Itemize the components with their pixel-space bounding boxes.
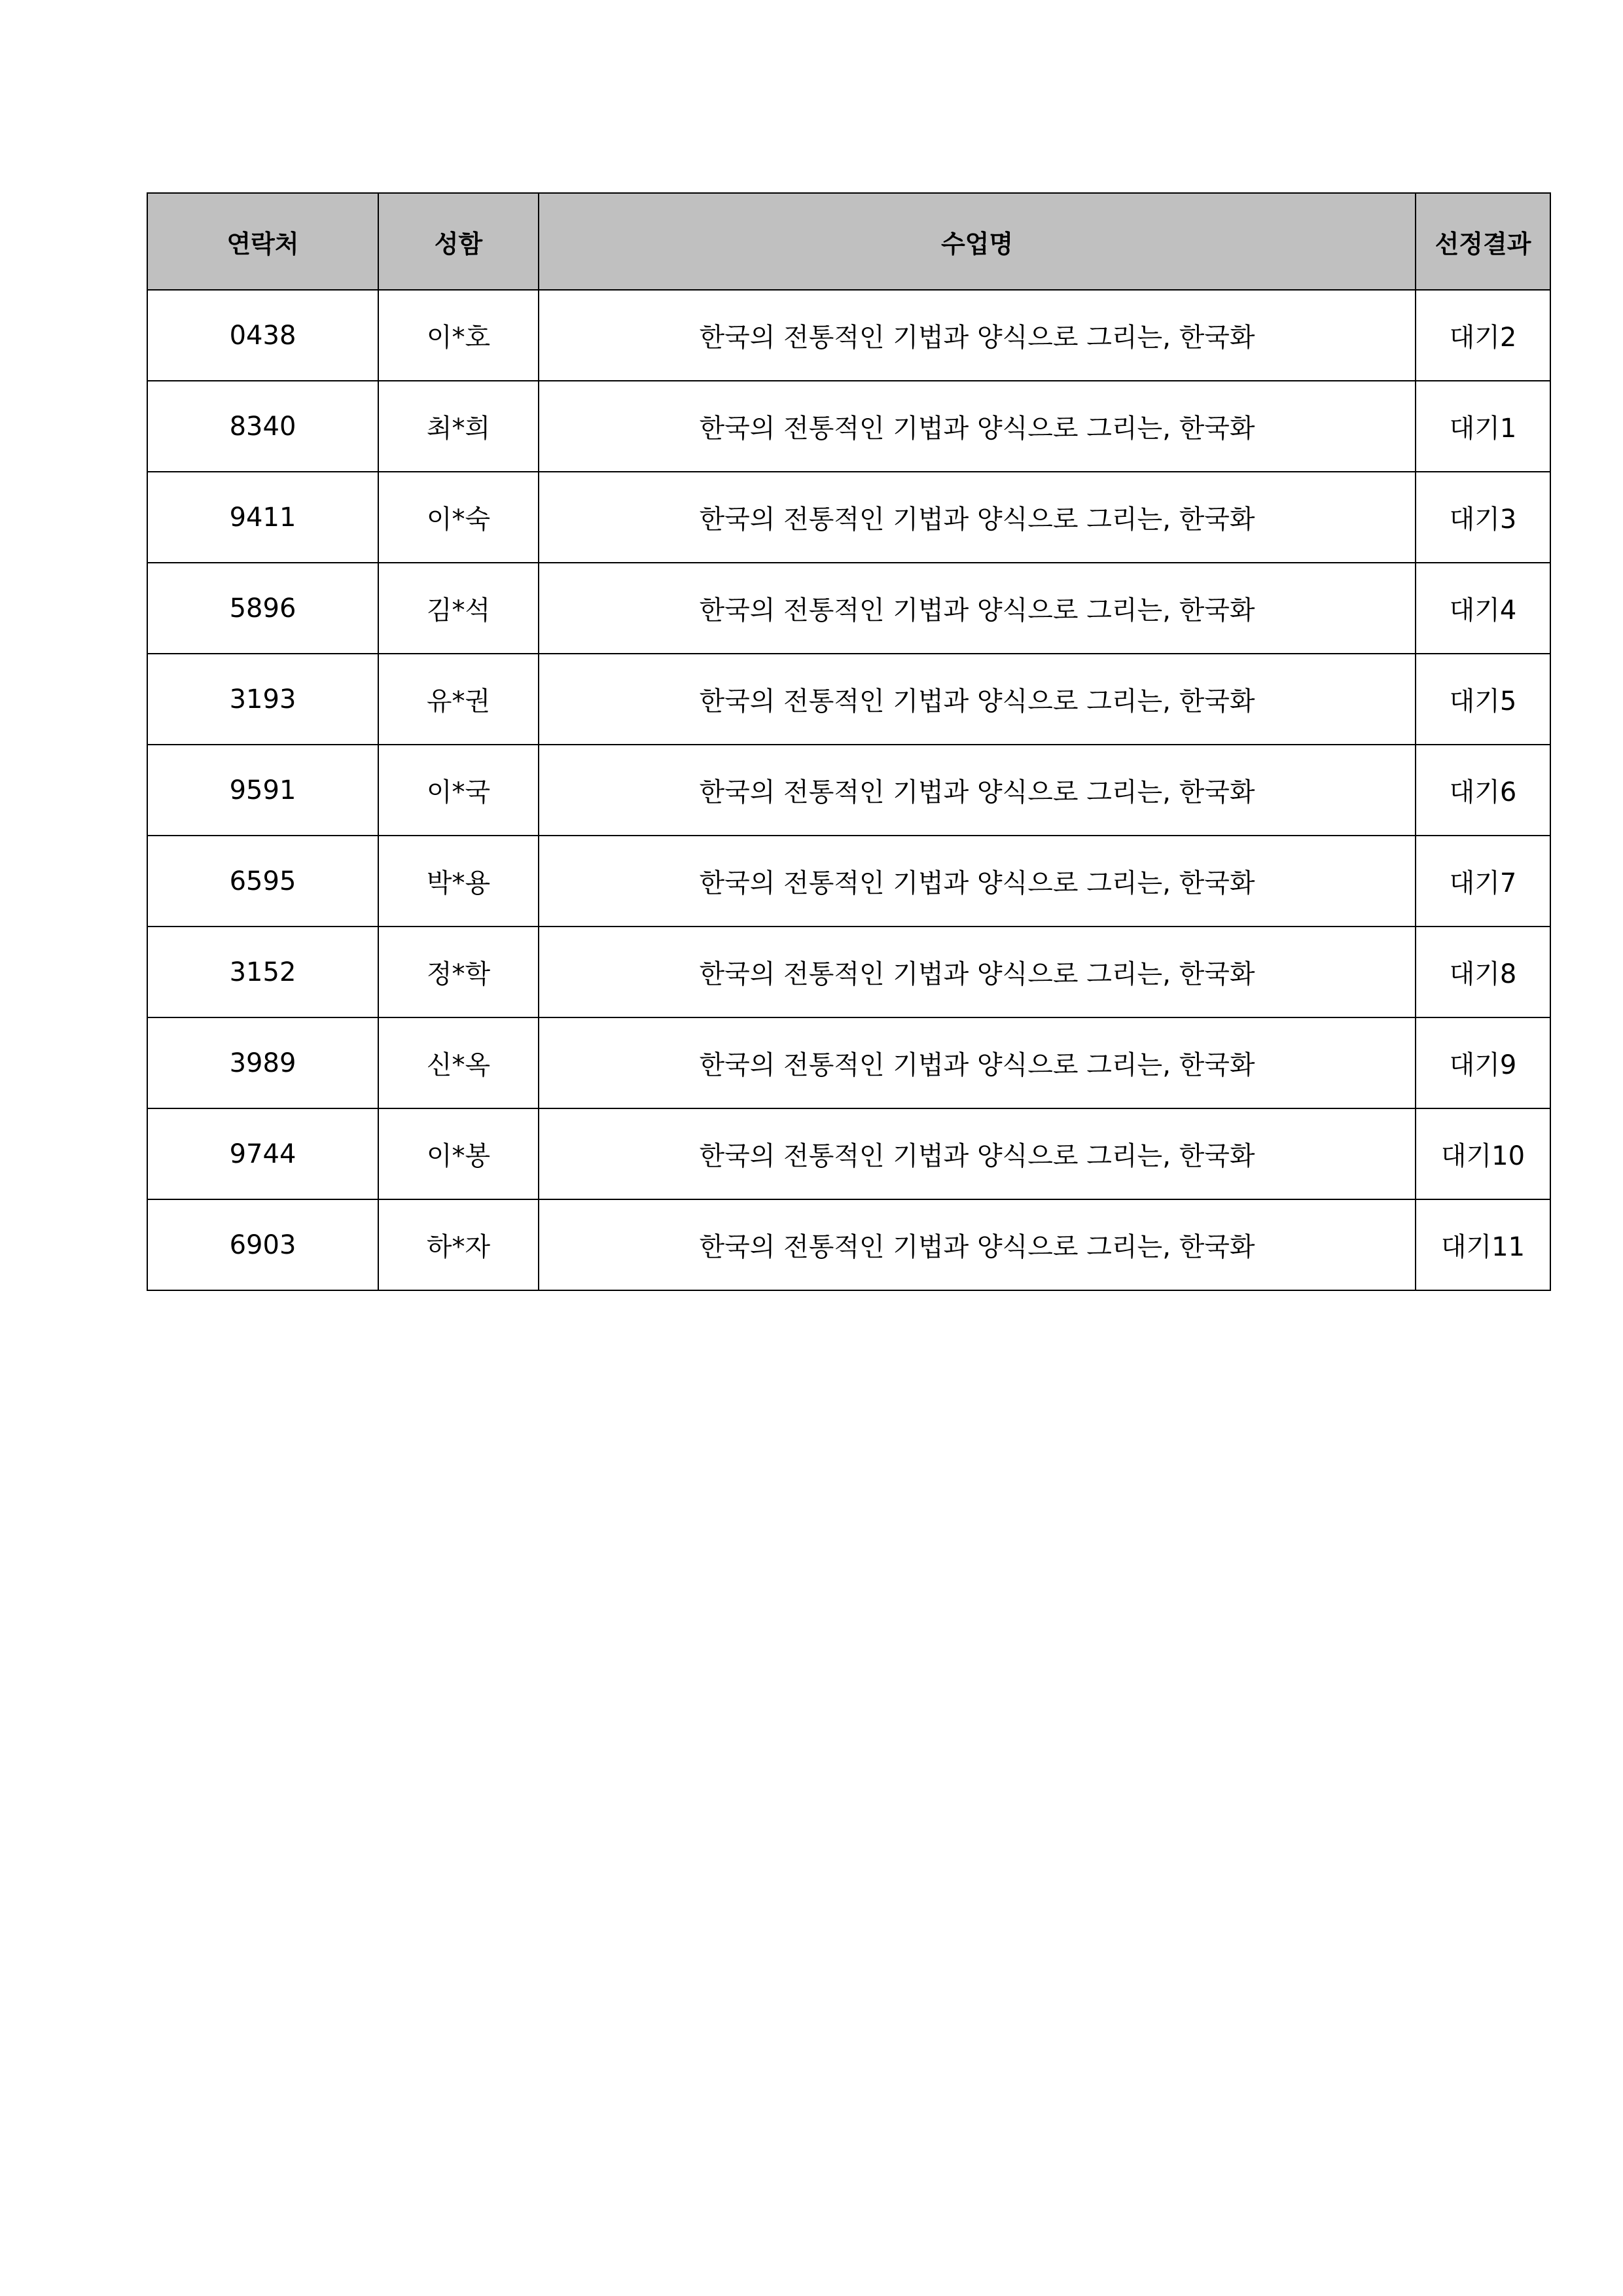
table-row (147, 290, 1550, 381)
cell-contact: 6595 (147, 836, 378, 927)
cell-contact: 5896 (147, 563, 378, 654)
cell-contact: 8340 (147, 381, 378, 472)
header-result: 선정결과 (1416, 193, 1550, 290)
cell-contact: 3193 (147, 654, 378, 745)
cell-contact: 9591 (147, 745, 378, 836)
cell-course: 한국의 전통적인 기법과 양식으로 그리는, 한국화 (539, 836, 1416, 927)
cell-course: 한국의 전통적인 기법과 양식으로 그리는, 한국화 (539, 472, 1416, 563)
cell-name: 정*학 (378, 927, 539, 1017)
cell-name: 이*숙 (378, 472, 539, 563)
header-row (147, 193, 1550, 290)
header-course: 수업명 (539, 193, 1416, 290)
table-row (147, 1017, 1550, 1108)
table-header (147, 193, 1550, 290)
cell-result: 대기10 (1416, 1108, 1550, 1199)
table-row (147, 381, 1550, 472)
table-row (147, 472, 1550, 563)
cell-name: 신*옥 (378, 1017, 539, 1108)
cell-contact: 9744 (147, 1108, 378, 1199)
cell-course: 한국의 전통적인 기법과 양식으로 그리는, 한국화 (539, 745, 1416, 836)
cell-contact: 3152 (147, 927, 378, 1017)
table-row (147, 563, 1550, 654)
cell-contact: 9411 (147, 472, 378, 563)
cell-contact: 3989 (147, 1017, 378, 1108)
cell-result: 대기9 (1416, 1017, 1550, 1108)
table-row (147, 927, 1550, 1017)
cell-result: 대기2 (1416, 290, 1550, 381)
cell-result: 대기3 (1416, 472, 1550, 563)
header-contact: 연락처 (147, 193, 378, 290)
cell-course: 한국의 전통적인 기법과 양식으로 그리는, 한국화 (539, 563, 1416, 654)
table-row (147, 745, 1550, 836)
cell-course: 한국의 전통적인 기법과 양식으로 그리는, 한국화 (539, 1199, 1416, 1290)
header-name: 성함 (378, 193, 539, 290)
cell-course: 한국의 전통적인 기법과 양식으로 그리는, 한국화 (539, 1017, 1416, 1108)
table-body (147, 290, 1550, 1290)
table-row (147, 836, 1550, 927)
cell-course: 한국의 전통적인 기법과 양식으로 그리는, 한국화 (539, 290, 1416, 381)
cell-result: 대기5 (1416, 654, 1550, 745)
cell-name: 박*용 (378, 836, 539, 927)
cell-contact: 6903 (147, 1199, 378, 1290)
cell-name: 하*자 (378, 1199, 539, 1290)
table-row (147, 654, 1550, 745)
cell-result: 대기8 (1416, 927, 1550, 1017)
selection-results-table (147, 192, 1551, 1291)
cell-result: 대기6 (1416, 745, 1550, 836)
cell-contact: 0438 (147, 290, 378, 381)
table-row (147, 1199, 1550, 1290)
table-row (147, 1108, 1550, 1199)
cell-result: 대기7 (1416, 836, 1550, 927)
cell-name: 김*석 (378, 563, 539, 654)
cell-course: 한국의 전통적인 기법과 양식으로 그리는, 한국화 (539, 1108, 1416, 1199)
cell-name: 이*국 (378, 745, 539, 836)
cell-course: 한국의 전통적인 기법과 양식으로 그리는, 한국화 (539, 381, 1416, 472)
cell-name: 이*호 (378, 290, 539, 381)
cell-course: 한국의 전통적인 기법과 양식으로 그리는, 한국화 (539, 927, 1416, 1017)
cell-course: 한국의 전통적인 기법과 양식으로 그리는, 한국화 (539, 654, 1416, 745)
cell-result: 대기11 (1416, 1199, 1550, 1290)
cell-name: 이*봉 (378, 1108, 539, 1199)
cell-name: 최*희 (378, 381, 539, 472)
cell-result: 대기1 (1416, 381, 1550, 472)
cell-name: 유*권 (378, 654, 539, 745)
cell-result: 대기4 (1416, 563, 1550, 654)
